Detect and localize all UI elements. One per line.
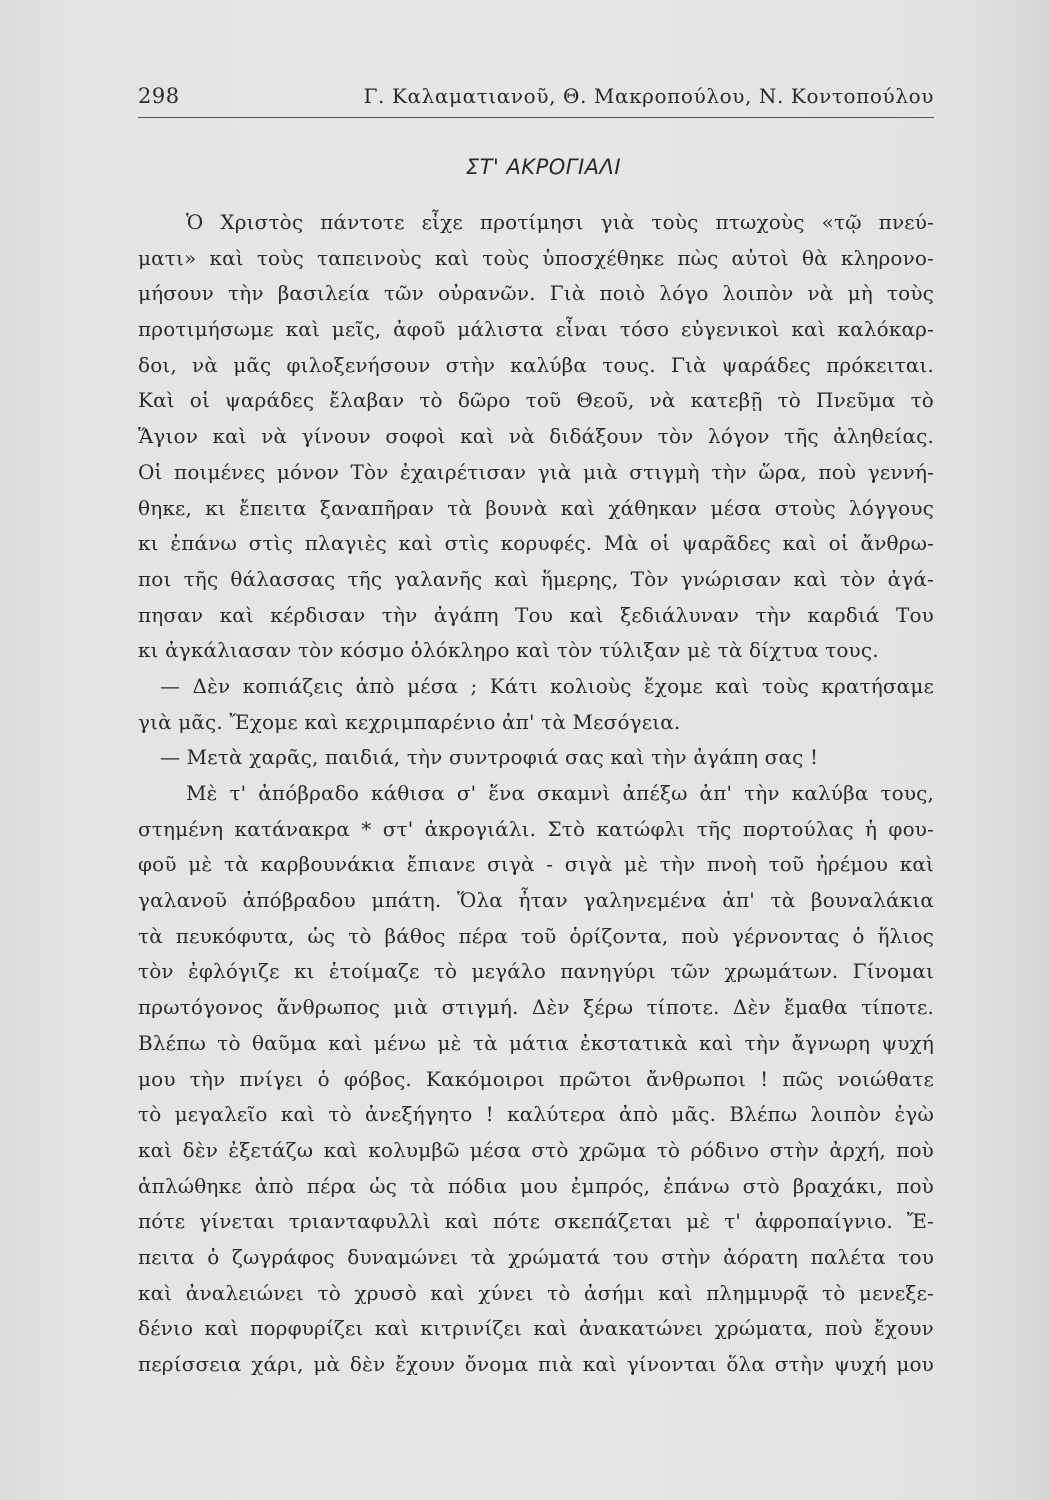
text-line: Ὁ Χριστὸς πάντοτε εἶχε προτίμησι γιὰ τοὺς πτωχοὺς «τῷ πνεύ-: [186, 210, 934, 234]
text-line: κι ἀγκάλιασαν τὸν κόσμο ὁλόκληρο καὶ τὸν τύλιξαν μὲ τὰ δίχτυα τους.: [138, 638, 879, 663]
text-line: γιὰ μᾶς. Ἔχομε καὶ κεχριμπαρένιο ἀπ' τὰ Μεσόγεια.: [138, 709, 681, 734]
text-line: πειτα ὁ ζωγράφος δυναμώνει τὰ χρώματά του στὴν ἀόρατη παλέτα του: [138, 1244, 934, 1269]
page-header: [138, 80, 934, 114]
text-line: θηκε, κι ἔπειτα ξαναπῆραν τὰ βουνὰ καὶ χάθηκαν μέσα στοὺς λόγγους: [138, 495, 934, 520]
page-number: 298: [138, 84, 180, 108]
dialogue-line: — Δὲν κοπιάζεις ἀπὸ μέσα ; Κάτι κολιοὺς ἔχομε καὶ τοὺς κρατήσαμε: [160, 673, 934, 698]
text-line: καὶ δὲν ἐξετάζω καὶ κολυμβῶ μέσα στὸ χρῶμα τὸ ρόδινο στὴν ἀρχή, ποὺ: [138, 1137, 934, 1162]
text-line: ματι» καὶ τοὺς ταπεινοὺς καὶ τοὺς ὑποσχέθηκε πὼς αὐτοὶ θὰ κληρονο-: [138, 245, 934, 270]
running-head: Γ. Καλαματιανοῦ, Θ. Μακροπούλου, Ν. Κοντοπούλου: [363, 84, 934, 108]
text-line: στημένη κατάνακρα * στ' ἀκρογιάλι. Στὸ κατώφλι τῆς πορτούλας ἡ φου-: [138, 816, 934, 841]
text-line: τὸν ἐφλόγιζε κι ἑτοίμαζε τὸ μεγάλο πανηγύρι τῶν χρωμάτων. Γίνομαι: [138, 959, 934, 984]
text-line: τὰ πευκόφυτα, ὡς τὸ βάθος πέρα τοῦ ὁρίζοντα, ποὺ γέρνοντας ὁ ἥλιος: [138, 923, 934, 948]
text-line: κι ἐπάνω στὶς πλαγιὲς καὶ στὶς κορυφές. Μὰ οἱ ψαρᾶδες καὶ οἱ ἄνθρω-: [138, 531, 934, 556]
body-text: [138, 205, 934, 1383]
text-line: μου τὴν πνίγει ὁ φόβος. Κακόμοιροι πρῶτοι ἄνθρωποι ! πῶς νοιώθατε: [138, 1066, 934, 1091]
text-line: δοι, νὰ μᾶς φιλοξενήσουν στὴν καλύβα τους. Γιὰ ψαράδες πρόκειται.: [138, 352, 934, 377]
text-line: πρωτόγονος ἄνθρωπος μιὰ στιγμή. Δὲν ξέρω τίποτε. Δὲν ἔμαθα τίποτε.: [138, 995, 934, 1020]
header-rule: [138, 117, 934, 118]
text-line: Ἅγιον καὶ νὰ γίνουν σοφοὶ καὶ νὰ διδάξουν τὸν λόγον τῆς ἀληθείας.: [138, 424, 934, 449]
text-line: περίσσεια χάρι, μὰ δὲν ἔχουν ὄνομα πιὰ καὶ γίνονται ὅλα στὴν ψυχή μου: [138, 1352, 934, 1376]
text-line: πότε γίνεται τριανταφυλλὶ καὶ πότε σκεπάζεται μὲ τ' ἀφροπαίγνιο. Ἔ-: [138, 1209, 934, 1234]
chapter-title: ΣΤ' ΑΚΡΟΓΙΑΛΙ: [465, 155, 622, 179]
text-line: δένιο καὶ πορφυρίζει καὶ κιτρινίζει καὶ ἀνακατώνει χρώματα, ποὺ ἔχουν: [138, 1316, 934, 1341]
text-line: Μὲ τ' ἀπόβραδο κάθισα σ' ἕνα σκαμνὶ ἀπέξω ἀπ' τὴν καλύβα τους,: [186, 781, 934, 805]
text-line: Οἱ ποιμένες μόνον Τὸν ἐχαιρέτισαν γιὰ μιὰ στιγμὴ τὴν ὥρα, ποὺ γεννή-: [138, 459, 934, 484]
dialogue-line: — Μετὰ χαρᾶς, παιδιά, τὴν συντροφιά σας καὶ τὴν ἀγάπη σας !: [160, 745, 819, 770]
text-line: ἁπλώθηκε ἀπὸ πέρα ὡς τὰ πόδια μου ἐμπρός, ἐπάνω στὸ βραχάκι, ποὺ: [138, 1173, 934, 1198]
text-line: μήσουν τὴν βασιλεία τῶν οὐρανῶν. Γιὰ ποιὸ λόγο λοιπὸν νὰ μὴ τοὺς: [138, 281, 934, 306]
text-line: φοῦ μὲ τὰ καρβουνάκια ἔπιανε σιγὰ - σιγὰ μὲ τὴν πνοὴ τοῦ ἠρέμου καὶ: [138, 852, 934, 877]
text-line: Καὶ οἱ ψαράδες ἔλαβαν τὸ δῶρο τοῦ Θεοῦ, νὰ κατεβῇ τὸ Πνεῦμα τὸ: [138, 388, 934, 413]
text-line: ποι τῆς θάλασσας τῆς γαλανῆς καὶ ἥμερης, Τὸν γνώρισαν καὶ τὸν ἀγά-: [138, 566, 934, 591]
text-line: καὶ ἀναλειώνει τὸ χρυσὸ καὶ χύνει τὸ ἀσήμι καὶ πλημμυρᾷ τὸ μενεξε-: [138, 1280, 934, 1305]
text-line: τὸ μεγαλεῖο καὶ τὸ ἀνεξήγητο ! καλύτερα ἀπὸ μᾶς. Βλέπω λοιπὸν ἐγὼ: [138, 1102, 934, 1127]
text-line: Βλέπω τὸ θαῦμα καὶ μένω μὲ τὰ μάτια ἐκστατικὰ καὶ τὴν ἄγνωρη ψυχή: [138, 1030, 934, 1055]
text-line: προτιμήσωμε καὶ μεῖς, ἀφοῦ μάλιστα εἶναι τόσο εὐγενικοὶ καὶ καλόκαρ-: [138, 317, 934, 342]
text-line: πησαν καὶ κέρδισαν τὴν ἀγάπη Του καὶ ξεδιάλυναν τὴν καρδιά Του: [138, 602, 934, 627]
text-line: γαλανοῦ ἀπόβραδου μπάτη. Ὅλα ἦταν γαληνεμένα ἀπ' τὰ βουναλάκια: [138, 888, 934, 913]
